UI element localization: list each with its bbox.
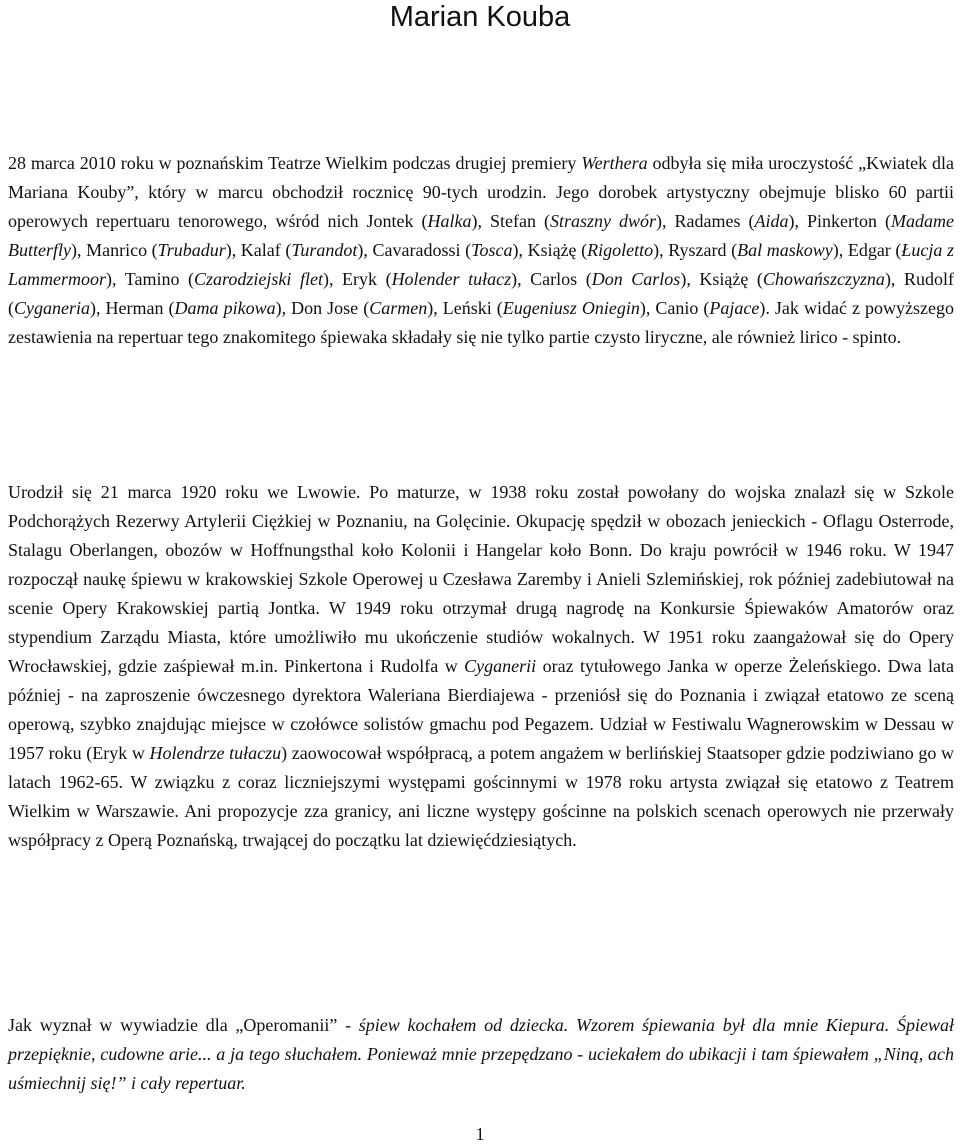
- italic-text-run: Rigoletto: [587, 240, 654, 260]
- italic-text-run: Czarodziejski flet: [194, 269, 323, 289]
- text-run: ), Manrico (: [70, 240, 158, 260]
- paragraph-intro: [8, 149, 954, 352]
- italic-text-run: Turandot: [291, 240, 358, 260]
- text-run: ), Rudolf (: [8, 269, 954, 318]
- italic-text-run: Carmen: [369, 298, 428, 318]
- text-run: ), Herman (: [90, 298, 175, 318]
- italic-text-run: Bal maskowy: [737, 240, 833, 260]
- italic-text-run: Pajace: [709, 298, 760, 318]
- text-run: odbyła się miła uroczystość „Kwiatek dla Mariana Kouby”, który w marcu obchodził rocznicę 90-tych urodzin. Jego dorobek artystyczny obejmuje blisko 60 partii operowych repertuaru tenorowego, wśród nich Jontek (: [8, 153, 954, 231]
- text-run: Urodził się 21 marca 1920 roku we Lwowie. Po maturze, w 1938 roku został powołany do wojska znalazł się w Szkole Podchorążych Rezerwy Artylerii Ciężkiej w Poznaniu, na Golęcinie. Okupację spędził w obozach jenieckich - Oflagu Osterrode, Stalagu Oberlangen, obozów w Hoffnungsthal koło Kolonii i Hangelar koło Bonn. Do kraju powrócił w 1946 roku. W 1947 rozpoczął naukę śpiewu w krakowskiej Szkole Operowej u Czesława Zaremby i Anieli Szlemińskiej, rok później zadebiutował na scenie Opery Krakowskiej partią Jontka. W 1949 roku otrzymał drugą nagrodę na Konkursie Śpiewaków Amatorów oraz stypendium Zarządu Miasta, które umożliwiło mu ukończenie studiów wokalnych. W 1951 roku zaangażował się do Opery Wrocławskiej, gdzie zaśpiewał m.in. Pinkertona i Rudolfa w: [8, 482, 954, 676]
- paragraph-interview-quote: [8, 1011, 954, 1098]
- text-run: ), Canio (: [639, 298, 710, 318]
- italic-text-run: Aida: [754, 211, 789, 231]
- text-run: ), Książę (: [680, 269, 763, 289]
- italic-text-run: Trubadur: [157, 240, 226, 260]
- text-run: Jak wyznał w wywiadzie dla „Operomanii” -: [8, 1015, 359, 1035]
- italic-text-run: Dama pikowa: [174, 298, 276, 318]
- paragraph-biography: [8, 478, 954, 855]
- italic-text-run: Werthera: [581, 153, 648, 173]
- italic-text-run: Cyganerii: [464, 656, 537, 676]
- text-run: 28 marca 2010 roku w poznańskim Teatrze Wielkim podczas drugiej premiery: [8, 153, 582, 173]
- italic-text-run: Cyganeria: [14, 298, 90, 318]
- text-run: ), Carlos (: [511, 269, 592, 289]
- text-run: ), Cavaradossi (: [357, 240, 472, 260]
- page-number: 1: [475, 1124, 485, 1144]
- text-run: ), Kalaf (: [225, 240, 292, 260]
- italic-text-run: Chowańszczyzna: [762, 269, 885, 289]
- text-run: oraz tytułowego Janka w operze Żeleńskiego. Dwa lata później - na zaproszenie ówczesnego dyrektora Waleriana Bierdiajewa - przeniósł się do Poznania i związał etatowo ze sceną operową, szybko znajdując miejsce w czołówce solistów gmachu pod Pegazem. Udział w Festiwalu Wagnerowskim w Dessau w 1957 roku (Eryk w: [8, 656, 954, 763]
- text-run: ). Jak widać z powyższego zestawienia na repertuar tego znakomitego śpiewaka składały się nie tylko partie czysto liryczne, ale również lirico - spinto.: [8, 298, 954, 347]
- text-run: ), Leński (: [427, 298, 503, 318]
- text-run: ), Pinkerton (: [788, 211, 892, 231]
- text-run: ), Don Jose (: [275, 298, 370, 318]
- italic-text-run: Tosca: [471, 240, 513, 260]
- italic-text-run: Straszny dwór: [549, 211, 657, 231]
- italic-text-run: Holender tułacz: [391, 269, 512, 289]
- italic-text-run: Eugeniusz Oniegin: [502, 298, 640, 318]
- page-title: Marian Kouba: [389, 1, 571, 33]
- text-run: ), Książę (: [512, 240, 588, 260]
- italic-text-run: Madame Butterfly: [8, 211, 955, 260]
- text-run: ), Radames (: [656, 211, 755, 231]
- italic-text-run: śpiew kochałem od dziecka. Wzorem śpiewania był dla mnie Kiepura. Śpiewał przepięknie, cudowne arie... a ja tego słuchałem. Ponieważ mnie przepędzano - uciekałem do ubikacji i tam śpiewałem „Niną, ach uśmiechnij się!” i cały repertuar.: [8, 1015, 954, 1093]
- italic-text-run: Holendrze tułaczu: [149, 743, 282, 763]
- text-run: ), Edgar (: [832, 240, 902, 260]
- text-run: ), Eryk (: [322, 269, 392, 289]
- italic-text-run: Łucja z Lammermoor: [8, 240, 955, 289]
- text-run: ), Ryszard (: [653, 240, 738, 260]
- text-run: ) zaowocował współpracą, a potem angażem w berlińskiej Staatsoper gdzie podziwiano go w latach 1962-65. W związku z coraz liczniejszymi występami gościnnymi w 1978 roku artysta związał się etatowo z Teatrem Wielkim w Warszawie. Ani propozycje zza granicy, ani liczne występy gościnne na polskich scenach operowych nie przerwały współpracy z Operą Poznańską, trwającej do początku lat dziewięćdziesiątych.: [8, 743, 955, 850]
- italic-text-run: Halka: [427, 211, 472, 231]
- italic-text-run: Don Carlos: [591, 269, 681, 289]
- text-run: ), Stefan (: [471, 211, 550, 231]
- text-run: ), Tamino (: [106, 269, 195, 289]
